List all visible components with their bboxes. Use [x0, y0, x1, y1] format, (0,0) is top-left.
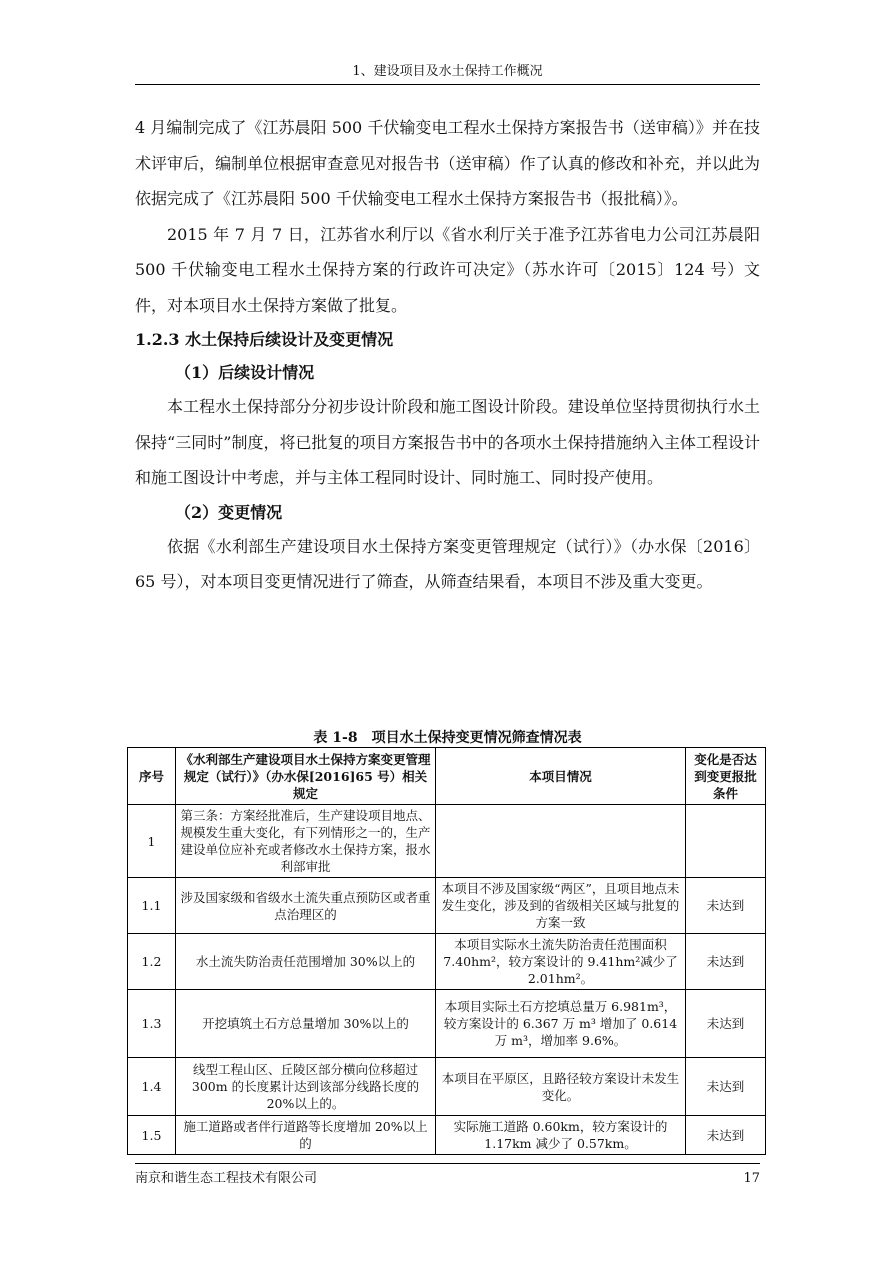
table-row	[128, 1058, 766, 1116]
page-footer	[135, 1163, 760, 1188]
cell-result	[686, 805, 766, 878]
footer-company: 南京和谐生态工程技术有限公司	[135, 1171, 318, 1186]
change-screening-table	[127, 747, 766, 1155]
body-content	[135, 110, 760, 600]
page-header	[135, 62, 760, 85]
section-heading: 1.2.3 水土保持后续设计及变更情况	[135, 330, 394, 349]
cell-result: 未达到	[686, 878, 766, 934]
cell-situation: 实际施工道路 0.60km，较方案设计的 1.17km 减少了 0.57km。	[436, 1116, 686, 1155]
paragraph-2: 2015 年 7 月 7 日，江苏省水利厅以《省水利厅关于准予江苏省电力公司江苏晨阳 500 千伏输变电工程水土保持方案的行政许可决定》（苏水许可〔2015〕124 号）文件，对本项目水土保持方案做了批复。	[135, 224, 760, 315]
cell-no: 1.3	[128, 990, 176, 1058]
cell-rule: 水土流失防治责任范围增加 30%以上的	[176, 934, 436, 990]
cell-result: 未达到	[686, 990, 766, 1058]
table-row	[128, 805, 766, 878]
cell-result: 未达到	[686, 1116, 766, 1155]
table-row	[128, 878, 766, 934]
paragraph-1: 4 月编制完成了《江苏晨阳 500 千伏输变电工程水土保持方案报告书（送审稿）》并在技术评审后，编制单位根据审查意见对报告书（送审稿）作了认真的修改和补充，并以此为依据完成了《江苏晨阳 500 千伏输变电工程水土保持方案报告书（报批稿）》。	[135, 118, 760, 208]
cell-result: 未达到	[686, 934, 766, 990]
cell-no: 1.2	[128, 934, 176, 990]
header-situation: 本项目情况	[436, 748, 686, 805]
table-caption: 表 1-8 项目水土保持变更情况筛查情况表	[313, 730, 582, 746]
cell-situation: 本项目实际水土流失防治责任范围面积 7.40hm²，较方案设计的 9.41hm²减少了 2.01hm²。	[436, 934, 686, 990]
paragraph-3: 本工程水土保持部分分初步设计阶段和施工图设计阶段。建设单位坚持贯彻执行水土保持“三同时”制度，将已批复的项目方案报告书中的各项水土保持措施纳入主体工程设计和施工图设计中考虑，并与主体工程同时设计、同时施工、同时投产使用。	[135, 397, 760, 487]
cell-rule: 开挖填筑土石方总量增加 30%以上的	[176, 990, 436, 1058]
cell-no: 1	[128, 805, 176, 878]
table-row	[128, 934, 766, 990]
header-rule: 《水利部生产建设项目水土保持方案变更管理规定（试行）》（办水保[2016]65 号）相关规定	[176, 748, 436, 805]
cell-result: 未达到	[686, 1058, 766, 1116]
header-title: 1、建设项目及水土保持工作概况	[352, 64, 543, 79]
cell-rule: 涉及国家级和省级水土流失重点预防区或者重点治理区的	[176, 878, 436, 934]
table-row	[128, 1116, 766, 1155]
subheading-changes: （2）变更情况	[175, 502, 283, 522]
cell-no: 1.1	[128, 878, 176, 934]
cell-situation: 本项目实际土石方挖填总量万 6.981m³，较方案设计的 6.367 万 m³ 增加了 0.614 万 m³，增加率 9.6%。	[436, 990, 686, 1058]
cell-rule: 第三条：方案经批准后，生产建设项目地点、规模发生重大变化，有下列情形之一的，生产建设单位应补充或者修改水土保持方案，报水利部审批	[176, 805, 436, 878]
header-result: 变化是否达到变更报批条件	[686, 748, 766, 805]
cell-situation	[436, 805, 686, 878]
cell-no: 1.5	[128, 1116, 176, 1155]
cell-situation: 本项目不涉及国家级“两区”，且项目地点未发生变化，涉及到的省级相关区域与批复的方案一致	[436, 878, 686, 934]
table-row	[128, 990, 766, 1058]
header-no: 序号	[128, 748, 176, 805]
cell-no: 1.4	[128, 1058, 176, 1116]
cell-rule: 施工道路或者伴行道路等长度增加 20%以上的	[176, 1116, 436, 1155]
cell-rule: 线型工程山区、丘陵区部分横向位移超过 300m 的长度累计达到该部分线路长度的 20%以上的。	[176, 1058, 436, 1116]
table-header-row	[128, 748, 766, 805]
page-number: 17	[743, 1171, 760, 1186]
cell-situation: 本项目在平原区，且路径较方案设计未发生变化。	[436, 1058, 686, 1116]
subheading-followup-design: （1）后续设计情况	[175, 363, 315, 382]
paragraph-4: 依据《水利部生产建设项目水土保持方案变更管理规定（试行）》（办水保〔2016〕65 号），对本项目变更情况进行了筛查，从筛查结果看，本项目不涉及重大变更。	[135, 536, 760, 591]
